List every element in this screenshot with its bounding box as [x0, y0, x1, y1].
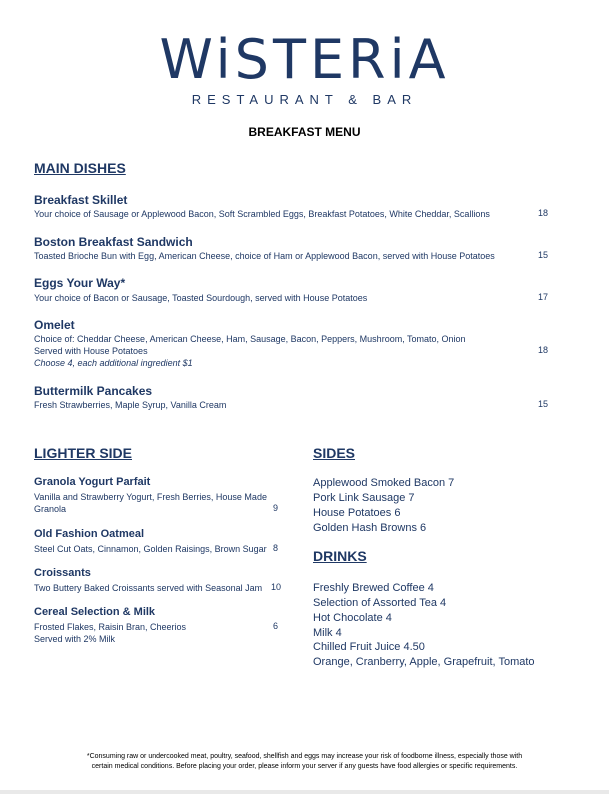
- drink-item-tea: Selection of Assorted Tea 4: [313, 597, 447, 609]
- price-omelet: 18: [537, 345, 548, 355]
- price-breakfast-skillet: 18: [537, 208, 548, 218]
- dish-desc-omelet: Choice of: Cheddar Cheese, American Cheese, Ham, Sausage, Bacon, Peppers, Mushroom, Tomato, Onion: [34, 334, 466, 344]
- price-cereal-selection: 6: [272, 621, 278, 631]
- drinks-heading: DRINKS: [313, 548, 367, 564]
- side-item-bacon: Applewood Smoked Bacon 7: [313, 477, 455, 489]
- dish-desc-old-fashion-oatmeal: Steel Cut Oats, Cinnamon, Golden Raisings, Brown Sugar: [34, 544, 267, 554]
- foodborne-illness-disclaimer: [20, 752, 589, 772]
- dish-desc-croissants: Two Buttery Baked Croissants served with Seasonal Jam: [34, 583, 263, 593]
- price-granola-yogurt-parfait: 9: [272, 503, 278, 513]
- dish-name-omelet: Omelet: [34, 318, 75, 332]
- restaurant-logo: WiSTERiA: [159, 28, 450, 91]
- dish-name-buttermilk-pancakes: Buttermilk Pancakes: [34, 384, 153, 398]
- dish-name-boston-breakfast-sandwich: Boston Breakfast Sandwich: [34, 235, 193, 249]
- price-boston-breakfast-sandwich: 15: [537, 250, 548, 260]
- page-bottom-edge: [0, 790, 609, 794]
- side-item-hash-browns: Golden Hash Browns 6: [313, 522, 427, 534]
- disclaimer-line-2: certain medical conditions. Before placing your order, please inform your server if any guests have food allergies or specific requirements.: [91, 763, 518, 770]
- restaurant-subtitle: RESTAURANT & BAR: [191, 92, 418, 107]
- drink-item-coffee: Freshly Brewed Coffee 4: [313, 582, 434, 594]
- lighter-side-heading: LIGHTER SIDE: [34, 445, 133, 461]
- menu-title: BREAKFAST MENU: [248, 125, 361, 139]
- drink-item-juice-flavors: Orange, Cranberry, Apple, Grapefruit, Tomato: [313, 656, 535, 668]
- sides-heading: SIDES: [313, 445, 356, 461]
- dish-name-breakfast-skillet: Breakfast Skillet: [34, 193, 128, 207]
- dish-name-cereal-selection: Cereal Selection & Milk: [34, 606, 156, 618]
- price-eggs-your-way: 17: [537, 292, 548, 302]
- drink-item-hot-chocolate: Hot Chocolate 4: [313, 612, 392, 624]
- dish-desc-breakfast-skillet: Your choice of Sausage or Applewood Bacon, Soft Scrambled Eggs, Breakfast Potatoes, White Cheddar, Scallions: [34, 209, 490, 219]
- main-dishes-heading: MAIN DISHES: [34, 160, 126, 176]
- drink-item-fruit-juice: Chilled Fruit Juice 4.50: [313, 641, 425, 653]
- dish-desc-granola-yogurt-parfait-2: Granola: [34, 504, 67, 514]
- side-item-sausage: Pork Link Sausage 7: [313, 492, 415, 504]
- dish-desc-omelet-note: Choose 4, each additional ingredient $1: [34, 358, 193, 368]
- price-old-fashion-oatmeal: 8: [272, 543, 278, 553]
- dish-desc-cereal-selection: Frosted Flakes, Raisin Bran, Cheerios: [34, 622, 187, 632]
- dish-desc-eggs-your-way: Your choice of Bacon or Sausage, Toasted Sourdough, served with House Potatoes: [34, 293, 368, 303]
- dish-desc-omelet-served: Served with House Potatoes: [34, 346, 148, 356]
- dish-desc-buttermilk-pancakes: Fresh Strawberries, Maple Syrup, Vanilla Cream: [34, 400, 227, 410]
- drink-item-milk: Milk 4: [313, 627, 342, 639]
- side-item-house-potatoes: House Potatoes 6: [313, 507, 401, 519]
- dish-name-old-fashion-oatmeal: Old Fashion Oatmeal: [34, 528, 145, 540]
- dish-desc-cereal-selection-2: Served with 2% Milk: [34, 634, 116, 644]
- dish-name-croissants: Croissants: [34, 567, 91, 579]
- price-buttermilk-pancakes: 15: [537, 399, 548, 409]
- dish-name-granola-yogurt-parfait: Granola Yogurt Parfait: [34, 476, 151, 488]
- dish-desc-boston-breakfast-sandwich: Toasted Brioche Bun with Egg, American Cheese, choice of Ham or Applewood Bacon, served with House Potatoes: [34, 251, 495, 261]
- price-croissants: 10: [270, 582, 281, 592]
- dish-name-eggs-your-way: Eggs Your Way*: [34, 276, 126, 290]
- disclaimer-line-1: *Consuming raw or undercooked meat, poultry, seafood, shellfish and eggs may increase your risk of foodborne illness, especially those with: [86, 753, 523, 760]
- dish-desc-granola-yogurt-parfait: Vanilla and Strawberry Yogurt, Fresh Berries, House Made: [34, 492, 267, 502]
